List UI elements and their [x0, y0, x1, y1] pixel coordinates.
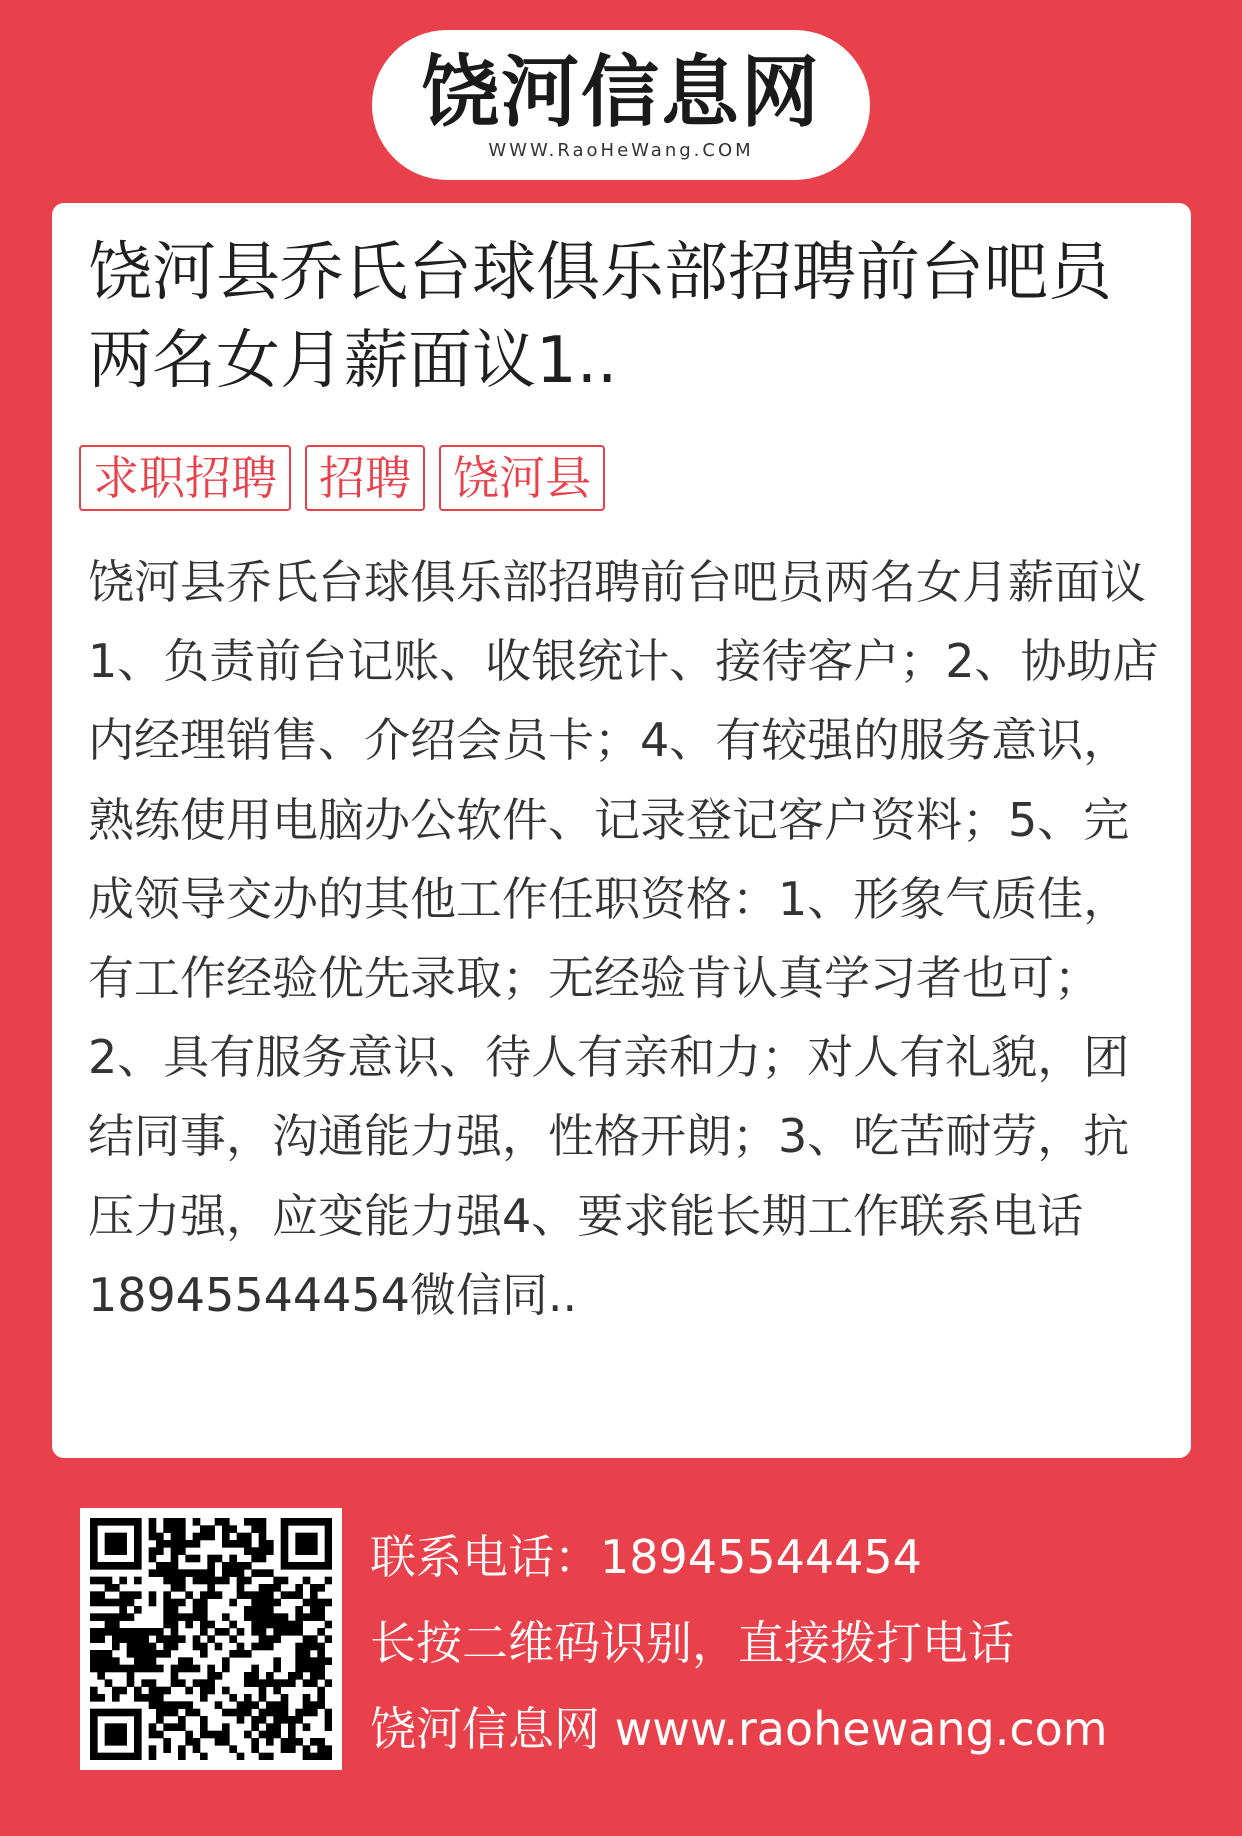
contact-phone[interactable]: 联系电话：18945544454	[370, 1530, 922, 1584]
post-card	[52, 203, 1191, 1458]
post-title: 饶河县乔氏台球俱乐部招聘前台吧员两名女月薪面议1..	[88, 236, 1112, 398]
post-body: 饶河县乔氏台球俱乐部招聘前台吧员两名女月薪面议1、负责前台记账、收银统计、接待客户；2、协助店内经理销售、介绍会员卡；4、有较强的服务意识，熟练使用电脑办公软件、记录登记客户资料；5、完成领导交办的其他工作任职资格：1、形象气质佳，有工作经验优先录取；无经验肯认真学习者也可；2、具有服务意识、待人有亲和力；对人有礼貌，团结同事，沟通能力强，性格开朗；3、吃苦耐劳，抗压力强，应变能力强4、要求能长期工作联系电话18945544454微信同..	[88, 555, 1159, 1322]
footer-info	[370, 1514, 1210, 1772]
tag-location[interactable]: 饶河县	[439, 445, 605, 511]
tag-list	[79, 445, 605, 511]
qr-code-icon	[90, 1518, 332, 1760]
site-logo[interactable]	[372, 30, 870, 180]
logo-title: 饶河信息网	[420, 48, 821, 138]
tag-category[interactable]: 求职招聘	[79, 445, 291, 511]
qr-hint: 长按二维码识别，直接拨打电话	[370, 1616, 1014, 1670]
tag-subcategory[interactable]: 招聘	[305, 445, 425, 511]
qr-code[interactable]	[80, 1508, 342, 1770]
logo-url: WWW.RaoHeWang.COM	[488, 140, 754, 161]
site-link[interactable]: 饶河信息网 www.raohewang.com	[370, 1702, 1108, 1756]
